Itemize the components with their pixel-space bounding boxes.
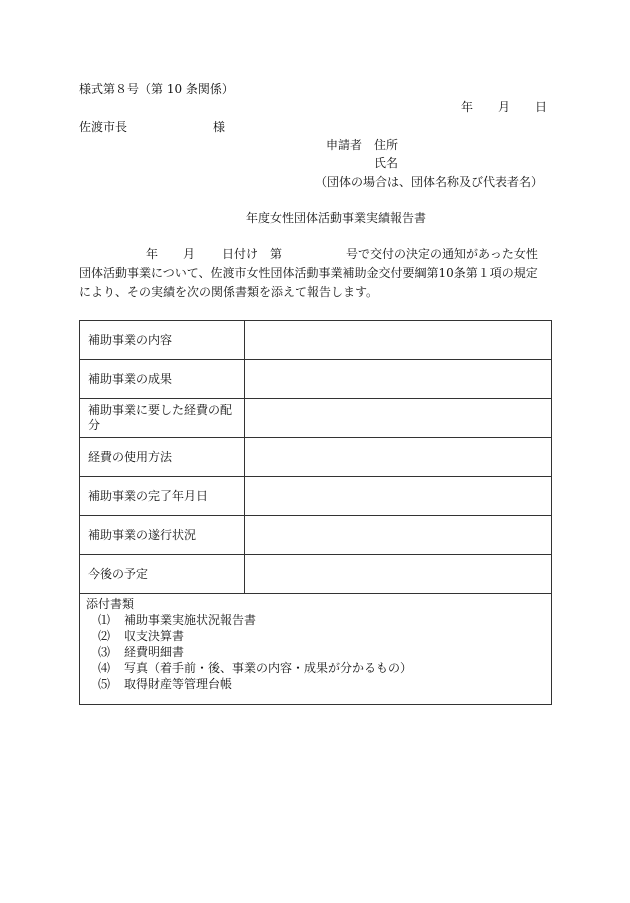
row-value-field[interactable]: [245, 399, 552, 438]
attachment-item: [86, 628, 545, 644]
applicant-note: （団体の場合は、団体名称及び代表者名）: [315, 175, 544, 189]
attachment-item: [86, 676, 545, 692]
attachment-number: ⑸: [98, 677, 111, 691]
body-dai: 第: [270, 247, 283, 261]
attachments-cell: [80, 594, 552, 705]
body-dated: 日付け: [222, 247, 259, 261]
attachment-number: ⑷: [98, 661, 111, 675]
attachment-number: ⑶: [98, 645, 111, 659]
honorific: 様: [213, 120, 226, 134]
address-label: 住所: [374, 138, 399, 152]
table-row: [80, 438, 552, 477]
addressee: 佐渡市長: [79, 120, 128, 134]
attachment-text: 収支決算書: [124, 629, 185, 643]
attachment-text: 補助事業実施状況報告書: [124, 613, 257, 627]
table-row: [80, 321, 552, 360]
row-value-field[interactable]: [245, 477, 552, 516]
row-label: 補助事業に要した経費の配分: [80, 399, 245, 438]
row-label: 今後の予定: [80, 555, 245, 594]
row-value-field[interactable]: [245, 438, 552, 477]
report-table: [79, 320, 552, 705]
row-label: 補助事業の完了年月日: [80, 477, 245, 516]
table-row: [80, 399, 552, 438]
attachment-item: [86, 612, 545, 628]
date-month-label: 月: [498, 100, 511, 114]
attachments-row: [80, 594, 552, 705]
date-year-label: 年: [461, 100, 474, 114]
row-label: 補助事業の遂行状況: [80, 516, 245, 555]
row-label: 補助事業の成果: [80, 360, 245, 399]
row-value-field[interactable]: [245, 555, 552, 594]
table-row: [80, 360, 552, 399]
row-label: 補助事業の内容: [80, 321, 245, 360]
body-line-1: [79, 245, 553, 264]
body-line-3: により、その実績を次の関係書類を添えて報告します。: [79, 285, 379, 299]
document-title: 年度女性団体活動事業実績報告書: [246, 211, 427, 225]
row-label: 経費の使用方法: [80, 438, 245, 477]
row-value-field[interactable]: [245, 321, 552, 360]
name-label: 氏名: [374, 156, 399, 170]
attachment-text: 経費明細書: [124, 645, 185, 659]
body-paragraph: [79, 245, 553, 302]
attachment-number: ⑵: [98, 629, 111, 643]
table-row: [80, 555, 552, 594]
applicant-label: 申請者: [326, 138, 363, 152]
attachment-number: ⑴: [98, 613, 111, 627]
table-row: [80, 516, 552, 555]
row-value-field[interactable]: [245, 516, 552, 555]
attachment-item: [86, 660, 545, 676]
body-month: 月: [183, 247, 196, 261]
body-rest: 号で交付の決定の通知があった女性: [346, 247, 538, 261]
attachments-title: 添付書類: [86, 597, 135, 611]
attachment-item: [86, 644, 545, 660]
attachment-text: 取得財産等管理台帳: [124, 677, 233, 691]
table-row: [80, 477, 552, 516]
body-year: 年: [146, 247, 159, 261]
date-day-label: 日: [535, 100, 548, 114]
body-line-2: 団体活動事業について、佐渡市女性団体活動事業補助金交付要綱第10条第１項の規定: [79, 266, 538, 280]
row-value-field[interactable]: [245, 360, 552, 399]
form-number: 様式第８号（第 10 条関係）: [79, 82, 234, 96]
attachment-text: 写真（着手前・後、事業の内容・成果が分かるもの）: [124, 661, 413, 675]
